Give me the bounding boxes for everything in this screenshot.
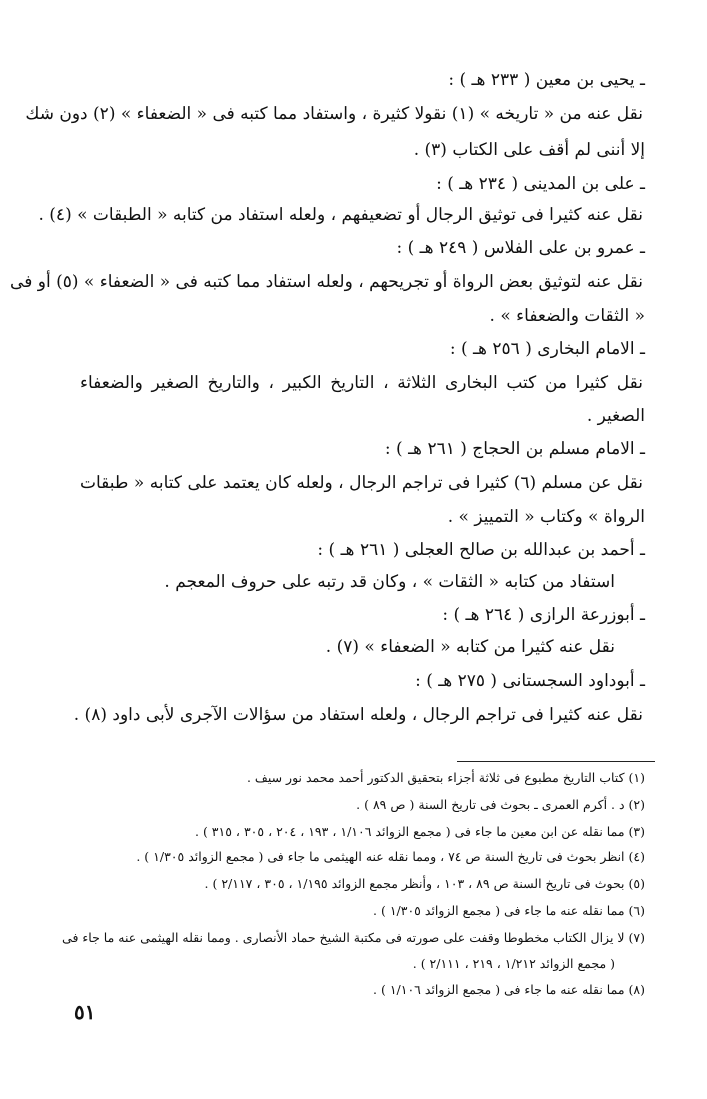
- footnote-2: (٢) د . أكرم العمرى ـ بحوث فى تاريخ السنة ( ص ٨٩ ) .: [356, 797, 645, 812]
- footnote-4: (٤) انظر بحوث فى تاريخ السنة ص ٧٤ ، ومما نقله عنه الهيثمى ما جاء فى ( مجمع الزوائد ١/٣٠٥ ) .: [136, 849, 645, 864]
- page-number: ٥١: [74, 1000, 96, 1024]
- entry-body-line: نقل عنه كثيرا من كتابه « الضعفاء » (٧) .: [325, 637, 615, 657]
- entry-body-line: الصغير .: [586, 406, 645, 426]
- entry-heading-bukhari: ـ الامام البخارى ( ٢٥٦ هـ ) :: [449, 339, 645, 359]
- footnote-1: (١) كتاب التاريخ مطبوع فى ثلاثة أجزاء بتحقيق الدكتور أحمد محمد نور سيف .: [246, 770, 645, 785]
- footnote-8: (٨) مما نقله عنه ما جاء فى ( مجمع الزوائد ١/١٠٦ ) .: [373, 982, 645, 997]
- entry-body-line: الرواة » وكتاب « التمييز » .: [447, 507, 645, 527]
- entry-heading-amr: ـ عمرو بن على الفلاس ( ٢٤٩ هـ ) :: [396, 238, 645, 258]
- footnote-3: (٣) مما نقله عن ابن معين ما جاء فى ( مجمع الزوائد ١/١٠٦ ، ١٩٣ ، ٢٠٤ ، ٣٠٥ ، ٣١٥ ) .: [195, 824, 645, 839]
- footnote-6: (٦) مما نقله عنه ما جاء فى ( مجمع الزوائد ١/٣٠٥ ) .: [373, 903, 645, 918]
- entry-body-line: إلا أننى لم أقف على الكتاب (٣) .: [413, 140, 645, 160]
- entry-body-line: نقل كثيرا من كتب البخارى الثلاثة ، التاريخ الكبير ، والتاريخ الصغير والضعفاء: [80, 373, 643, 393]
- entry-heading-ijli: ـ أحمد بن عبدالله بن صالح العجلى ( ٢٦١ هـ ) :: [317, 540, 645, 560]
- entry-body-line: نقل عنه لتوثيق بعض الرواة أو تجريحهم ، ولعله استفاد مما كتبه فى « الضعفاء » (٥) أو فى: [10, 272, 643, 292]
- entry-body-line: استفاد من كتابه « الثقات » ، وكان قد رتبه على حروف المعجم .: [164, 572, 615, 592]
- footnote-7: (٧) لا يزال الكتاب مخطوطا وقفت على صورته فى مكتبة الشيخ حماد الأنصارى . ومما نقله الهيثمى عنه ما جاء فى: [62, 930, 645, 945]
- entry-heading-abuzura: ـ أبوزرعة الرازى ( ٢٦٤ هـ ) :: [442, 605, 645, 625]
- footnote-7-continuation: ( مجمع الزوائد ١/٢١٢ ، ٢١٩ ، ٢/١١١ ) .: [412, 956, 615, 971]
- footnote-separator: [457, 761, 655, 762]
- entry-heading-ali: ـ على بن المدينى ( ٢٣٤ هـ ) :: [436, 174, 645, 194]
- entry-heading-yahya: ـ يحيى بن معين ( ٢٣٣ هـ ) :: [448, 70, 645, 90]
- entry-body-line: نقل عنه كثيرا فى تراجم الرجال ، ولعله استفاد من سؤالات الآجرى لأبى داود (٨) .: [73, 705, 643, 725]
- entry-body-line: نقل عنه كثيرا فى توثيق الرجال أو تضعيفهم ، ولعله استفاد من كتابه « الطبقات » (٤) .: [38, 205, 643, 225]
- entry-body-line: « الثقات والضعفاء » .: [489, 306, 645, 326]
- entry-body-line: نقل عنه من « تاريخه » (١) نقولا كثيرة ، واستفاد مما كتبه فى « الضعفاء » (٢) دون شك: [25, 104, 643, 124]
- entry-heading-abudawud: ـ أبوداود السجستانى ( ٢٧٥ هـ ) :: [415, 671, 645, 691]
- footnote-5: (٥) بحوث فى تاريخ السنة ص ٨٩ ، ١٠٣ ، وأنظر مجمع الزوائد ١/١٩٥ ، ٣٠٥ ، ٢/١١٧ ) .: [204, 876, 645, 891]
- entry-heading-muslim: ـ الامام مسلم بن الحجاج ( ٢٦١ هـ ) :: [384, 439, 645, 459]
- entry-body-line: نقل عن مسلم (٦) كثيرا فى تراجم الرجال ، ولعله كان يعتمد على كتابه « طبقات: [80, 473, 643, 493]
